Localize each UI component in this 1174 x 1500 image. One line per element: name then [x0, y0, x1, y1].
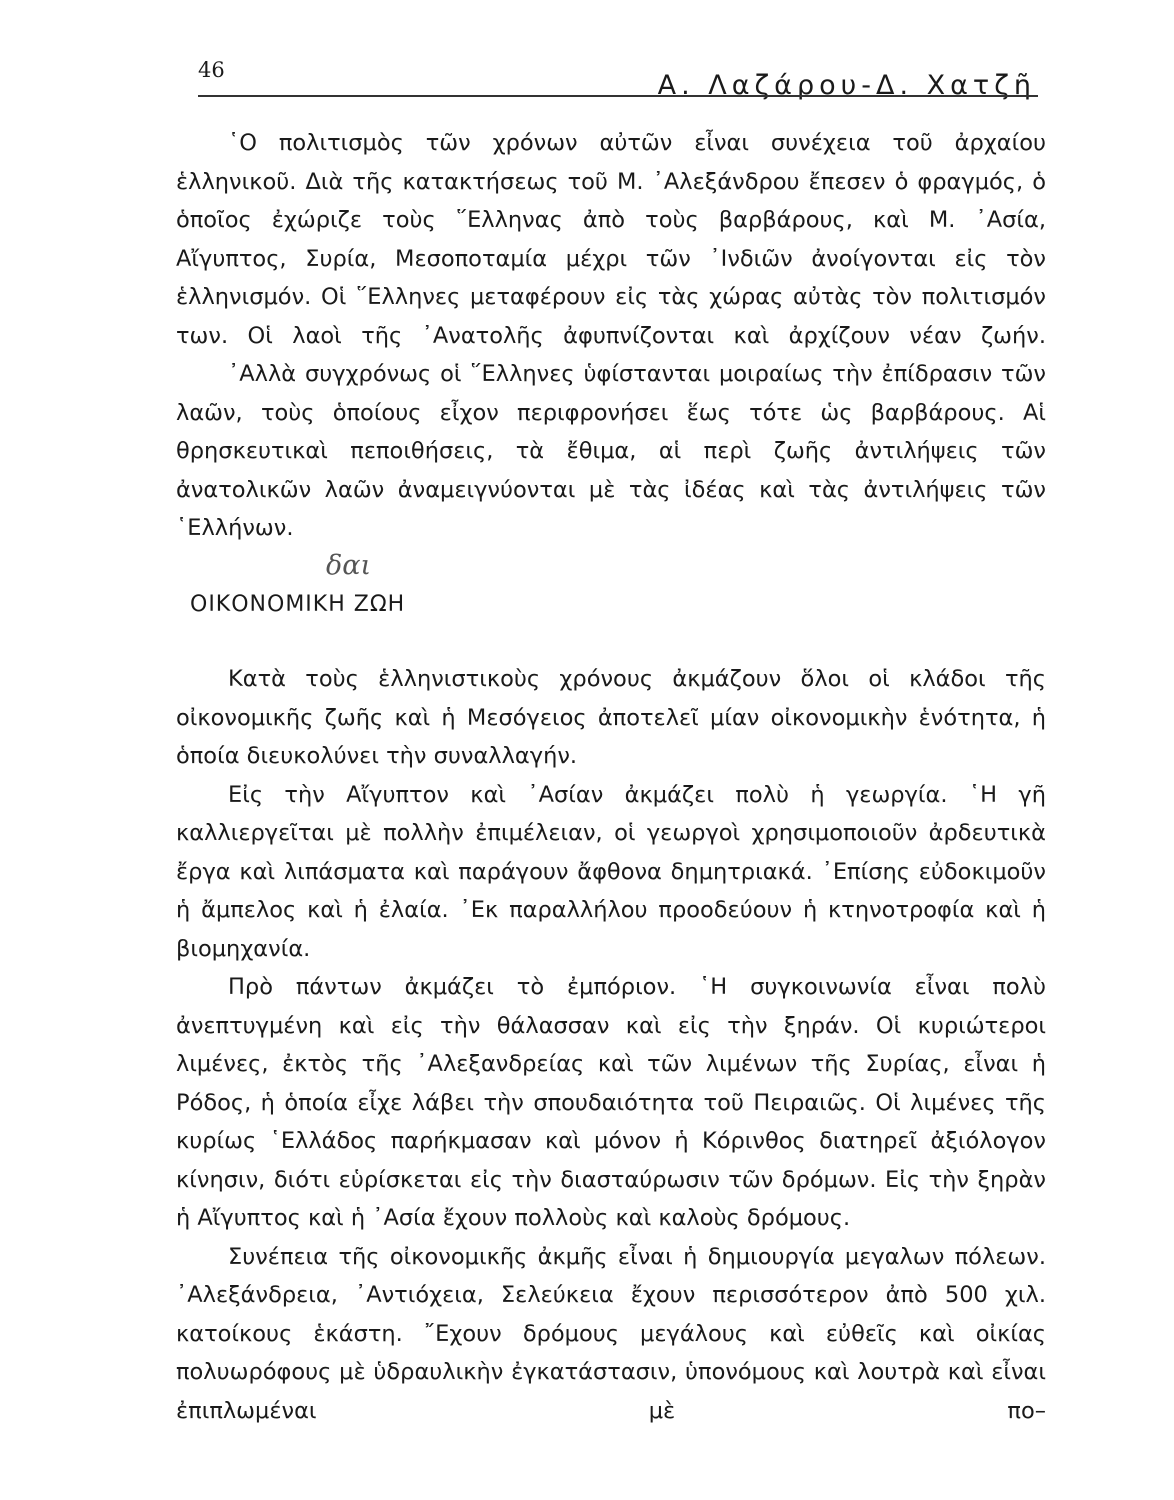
- paragraph-trade: Πρὸ πάντων ἀκμάζει τὸ ἐμπόριον. ῾Η συγκοινωνία εἶναι πολὺ ἀνεπτυγμένη καὶ εἰς τὴν θάλασσαν καὶ εἰς τὴν ξηράν. Οἱ κυριώτεροι λιμένες, ἐκτὸς τῆς ᾿Αλεξανδρείας καὶ τῶν λιμένων τῆς Συρίας, εἶναι ἡ Ρόδος, ἡ ὁποία εἶχε λάβει τὴν σπουδαιότητα τοῦ Πειραιῶς. Οἱ λιμένες τῆς κυρίως ῾Ελλάδος παρήκμασαν καὶ μόνον ἡ Κόρινθος διατηρεῖ ἀξιόλογον κίνησιν, διότι εὑρίσκεται εἰς τὴν διασταύρωσιν τῶν δρόμων. Εἰς τὴν ξηρὰν ἡ Αἴγυπτος καὶ ἡ ᾿Ασία ἔχουν πολλοὺς καὶ καλοὺς δρόμους.: [176, 974, 1046, 1231]
- paragraph-civilization: ῾Ο πολιτισμὸς τῶν χρόνων αὐτῶν εἶναι συνέχεια τοῦ ἀρχαίου ἑλληνικοῦ. Διὰ τῆς κατακτήσεως τοῦ Μ. ᾿Αλεξάνδρου ἔπεσεν ὁ φραγμός, ὁ ὁποῖος ἐχώριζε τοὺς ῞Ελληνας ἀπὸ τοὺς βαρβάρους, καὶ Μ. ᾿Ασία, Αἴγυπτος, Συρία, Μεσοποταμία μέχρι τῶν ᾿Ινδιῶν ἀνοίγονται εἰς τὸν ἑλληνισμόν. Οἱ ῞Ελληνες μεταφέρουν εἰς τὰς χώρας αὐτὰς τὸν πολιτισμόν των. Οἱ λαοὶ τῆς ᾿Ανατολῆς ἀφυπνίζονται καὶ ἀρχίζουν νέαν ζωήν.: [176, 130, 1046, 349]
- section-economy: [176, 660, 1046, 1430]
- paragraph-economy-intro: Κατὰ τοὺς ἑλληνιστικοὺς χρόνους ἀκμάζουν ὅλοι οἱ κλάδοι τῆς οἰκονομικῆς ζωῆς καὶ ἡ Μεσόγειος ἀποτελεῖ μίαν οἰκονομικὴν ἑνότητα, ἡ ὁποία διευκολύνει τὴν συναλλαγήν.: [176, 666, 1046, 769]
- page-number: 46: [198, 58, 225, 82]
- paragraph-influence: ᾿Αλλὰ συγχρόνως οἱ ῞Ελληνες ὑφίστανται μοιραίως τὴν ἐπίδρασιν τῶν λαῶν, τοὺς ὁποίους εἶχον περιφρονήσει ἕως τότε ὡς βαρβάρους. Αἱ θρησκευτικαὶ πεποιθήσεις, τὰ ἔθιμα, αἱ περὶ ζωῆς ἀντιλήψεις τῶν ἀνατολικῶν λαῶν ἀναμειγνύονται μὲ τὰς ἰδέας καὶ τὰς ἀντιλήψεις τῶν ῾Ελλήνων.: [176, 361, 1046, 541]
- handwritten-note: δαι: [326, 550, 372, 581]
- section-intro: [176, 124, 1046, 548]
- running-head: Α. Λαζάρου-Δ. Χατζῆ: [657, 70, 1036, 101]
- header-rule: [198, 95, 1038, 97]
- paragraph-cities: Συνέπεια τῆς οἰκονομικῆς ἀκμῆς εἶναι ἡ δημιουργία μεγαλων πόλεων. ᾿Αλεξάνδρεια, ᾿Αντιόχεια, Σελεύκεια ἔχουν περισσότερον ἀπὸ 500 χιλ. κατοίκους ἑκάστη. ῎Εχουν δρόμους μεγάλους καὶ εὐθεῖς καὶ οἰκίας πολυωρόφους μὲ ὑδραυλικὴν ἐγκατάστασιν, ὑπονόμους καὶ λουτρὰ καὶ εἶναι ἐπιπλωμέναι μὲ πο–: [176, 1243, 1046, 1424]
- section-heading: ΟΙΚΟΝΟΜΙΚΗ ΖΩΗ: [190, 592, 406, 617]
- paragraph-agriculture: Εἰς τὴν Αἴγυπτον καὶ ᾿Ασίαν ἀκμάζει πολὺ ἡ γεωργία. ῾Η γῆ καλλιεργεῖται μὲ πολλὴν ἐπιμέλειαν, οἱ γεωργοὶ χρησιμοποιοῦν ἀρδευτικὰ ἔργα καὶ λιπάσματα καὶ παράγουν ἄφθονα δημητριακά. ᾿Επίσης εὐδοκιμοῦν ἡ ἄμπελος καὶ ἡ ἐλαία. ᾿Εκ παραλλήλου προοδεύουν ἡ κτηνοτροφία καὶ ἡ βιομηχανία.: [176, 781, 1046, 962]
